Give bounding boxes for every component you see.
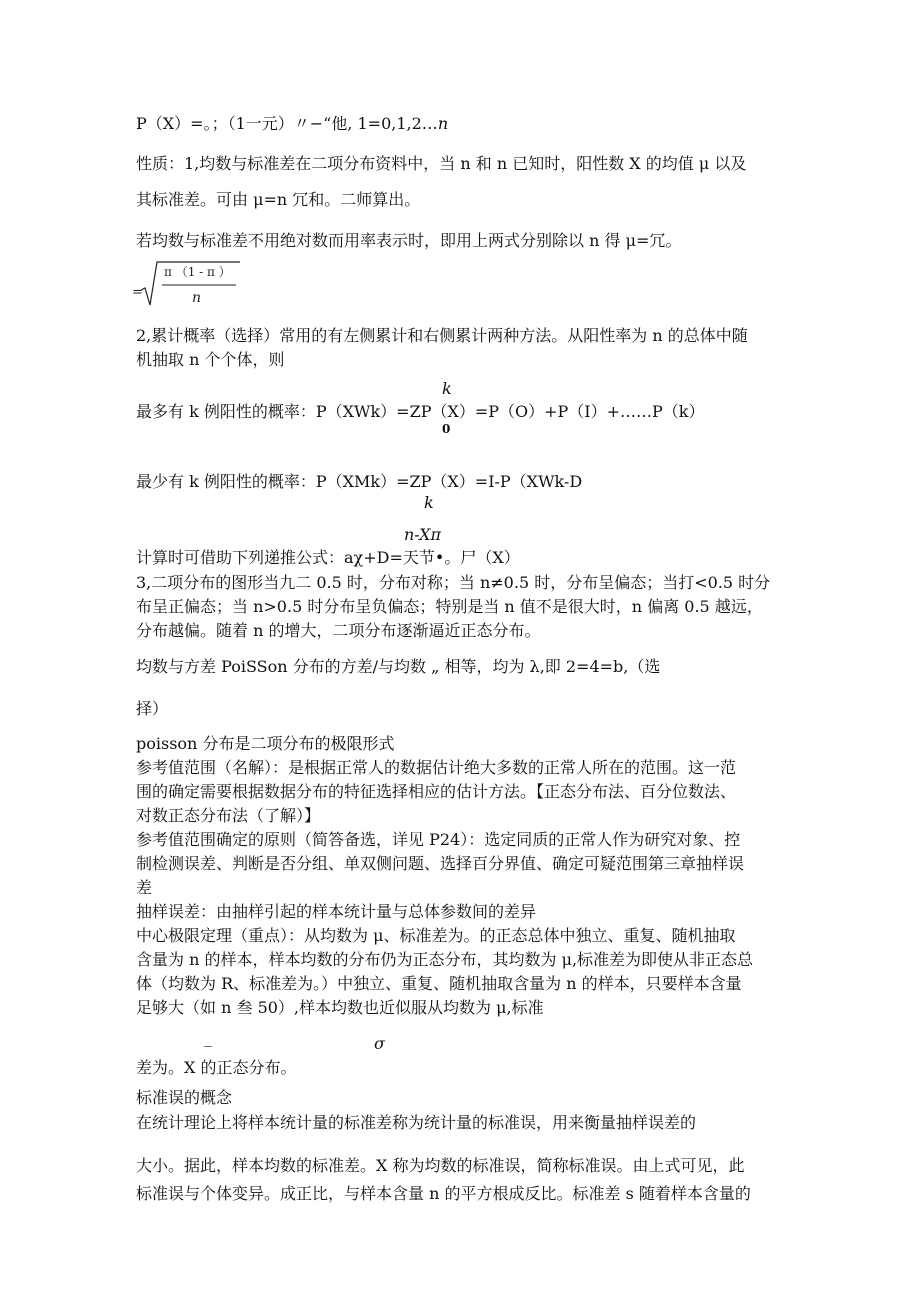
poisson-select-line: 择） xyxy=(136,699,169,718)
standard-deviation-formula xyxy=(132,260,242,310)
clt-line-3: 体（均数为 R、标准差为。）中独立、重复、随机抽取含量为 n 的样本，只要样本含量 xyxy=(136,974,742,993)
clt-line-2: 含量为 n 的样本，样本均数的分布仍为正态分布，其均数为 μ,标准差为即使从非正态总 xyxy=(136,950,754,969)
recursive-fraction-top: n-Xπ xyxy=(404,525,442,544)
standard-error-line-1: 在统计理论上将样本统计量的标准差称为统计量的标准误，用来衡量抽样误差的 xyxy=(136,1113,697,1132)
standard-error-line-3: 标准误与个体变异。成正比，与样本含量 n 的平方根成反比。标准差 s 随着样本含量的 xyxy=(136,1184,751,1203)
shape-line-3: 分布越偏。随着 n 的增大，二项分布逐渐逼近正态分布。 xyxy=(136,621,541,640)
property-line-1: 性质：1,均数与标准差在二项分布资料中，当 n 和 n 已知时，阳性数 X 的均值 μ 以及 xyxy=(136,154,747,173)
formula-denominator: n xyxy=(192,290,202,306)
formula-numerator: π （1 - π ） xyxy=(164,265,231,279)
recursive-formula-line: 计算时可借助下列递推公式：aχ+D=天节•。尸（X） xyxy=(136,548,520,567)
reference-principle-line-1: 参考值范围确定的原则（简答备选，详见 P24）：选定同质的正常人作为研究对象、控 xyxy=(136,830,741,849)
lower-limit-k: k xyxy=(424,493,434,512)
reference-principle-line-2: 制检测误差、判断是否分组、单双侧问题、选择百分界值、确定可疑范围第三章抽样误 xyxy=(136,854,745,873)
shape-line-1: 3,二项分布的图形当九二 0.5 时，分布对称；当 n≠0.5 时，分布呈偏态；当打<0.5 时分 xyxy=(136,573,771,592)
binomial-formula-text: P（X）=。；（1一元）〃−“他, 1=0,1,2… xyxy=(136,114,438,133)
at-least-k-line: 最少有 k 例阳性的概率：P（XMk）=ZP（X）=I-P（XWk-D xyxy=(136,472,583,491)
cumulative-line-1: 2,累计概率（选择）常用的有左侧累计和右侧累计两种方法。从阳性率为 n 的总体中随 xyxy=(136,326,748,345)
at-most-k-line: 最多有 k 例阳性的概率：P（XWk）=ZP（X）=P（O）+P（I）+……P（k） xyxy=(136,402,705,421)
formula-prefix: = xyxy=(132,285,143,300)
poisson-limit-line: poisson 分布是二项分布的极限形式 xyxy=(136,734,395,753)
sigma-symbol: σ xyxy=(374,1034,385,1053)
binomial-formula-n: n xyxy=(437,114,449,133)
reference-range-line-1: 参考值范围（名解）：是根据正常人的数据估计绝大多数的正常人所在的范围。这一范 xyxy=(136,758,737,777)
shape-line-2: 布呈正偏态；当 n>0.5 时分布呈负偏态；特别是当 n 值不是很大时，n 偏离 0.5 越远， xyxy=(136,597,763,616)
cumulative-line-2: 机抽取 n 个个体，则 xyxy=(136,350,285,369)
poisson-mean-variance-line: 均数与方差 PoiSSon 分布的方差/与均数 „ 相等，均为 λ,即 2=4=b,（选 xyxy=(136,657,661,676)
upper-limit-k: k xyxy=(442,379,452,398)
reference-range-line-3: 对数正态分布法（了解）】 xyxy=(136,806,321,825)
rate-expression-line: 若均数与标准差不用绝对数而用率表示时，即用上两式分别除以 n 得 μ=冗。 xyxy=(136,231,682,250)
clt-line-1: 中心极限定理（重点）：从均数为 μ、标准差为。的正态总体中独立、重复、随机抽取 xyxy=(136,926,736,945)
binomial-formula-line xyxy=(136,114,448,134)
sampling-error-line: 抽样误差：由抽样引起的样本统计量与总体参数间的差异 xyxy=(136,902,537,921)
reference-principle-line-3: 差 xyxy=(136,878,153,897)
standard-error-heading: 标准误的概念 xyxy=(136,1088,233,1107)
lower-limit-0: 0 xyxy=(442,422,451,436)
property-line-2: 其标准差。可由 μ=n 冗和。二师算出。 xyxy=(136,190,421,209)
reference-range-line-2: 围的确定需要根据数据分布的特征选择相应的估计方法。【正态分布法、百分位数法、 xyxy=(136,782,737,801)
standard-error-line-2: 大小。据此，样本均数的标准差。X 称为均数的标准误，简称标准误。由上式可见，此 xyxy=(136,1156,745,1175)
clt-line-5: 差为。X 的正态分布。 xyxy=(136,1058,297,1077)
sqrt-radical-icon xyxy=(132,260,242,310)
clt-line-4: 足够大（如 n 叁 50）,样本均数也近似服从均数为 μ,标准 xyxy=(136,998,544,1017)
x-bar-mark: _ xyxy=(204,1028,212,1047)
